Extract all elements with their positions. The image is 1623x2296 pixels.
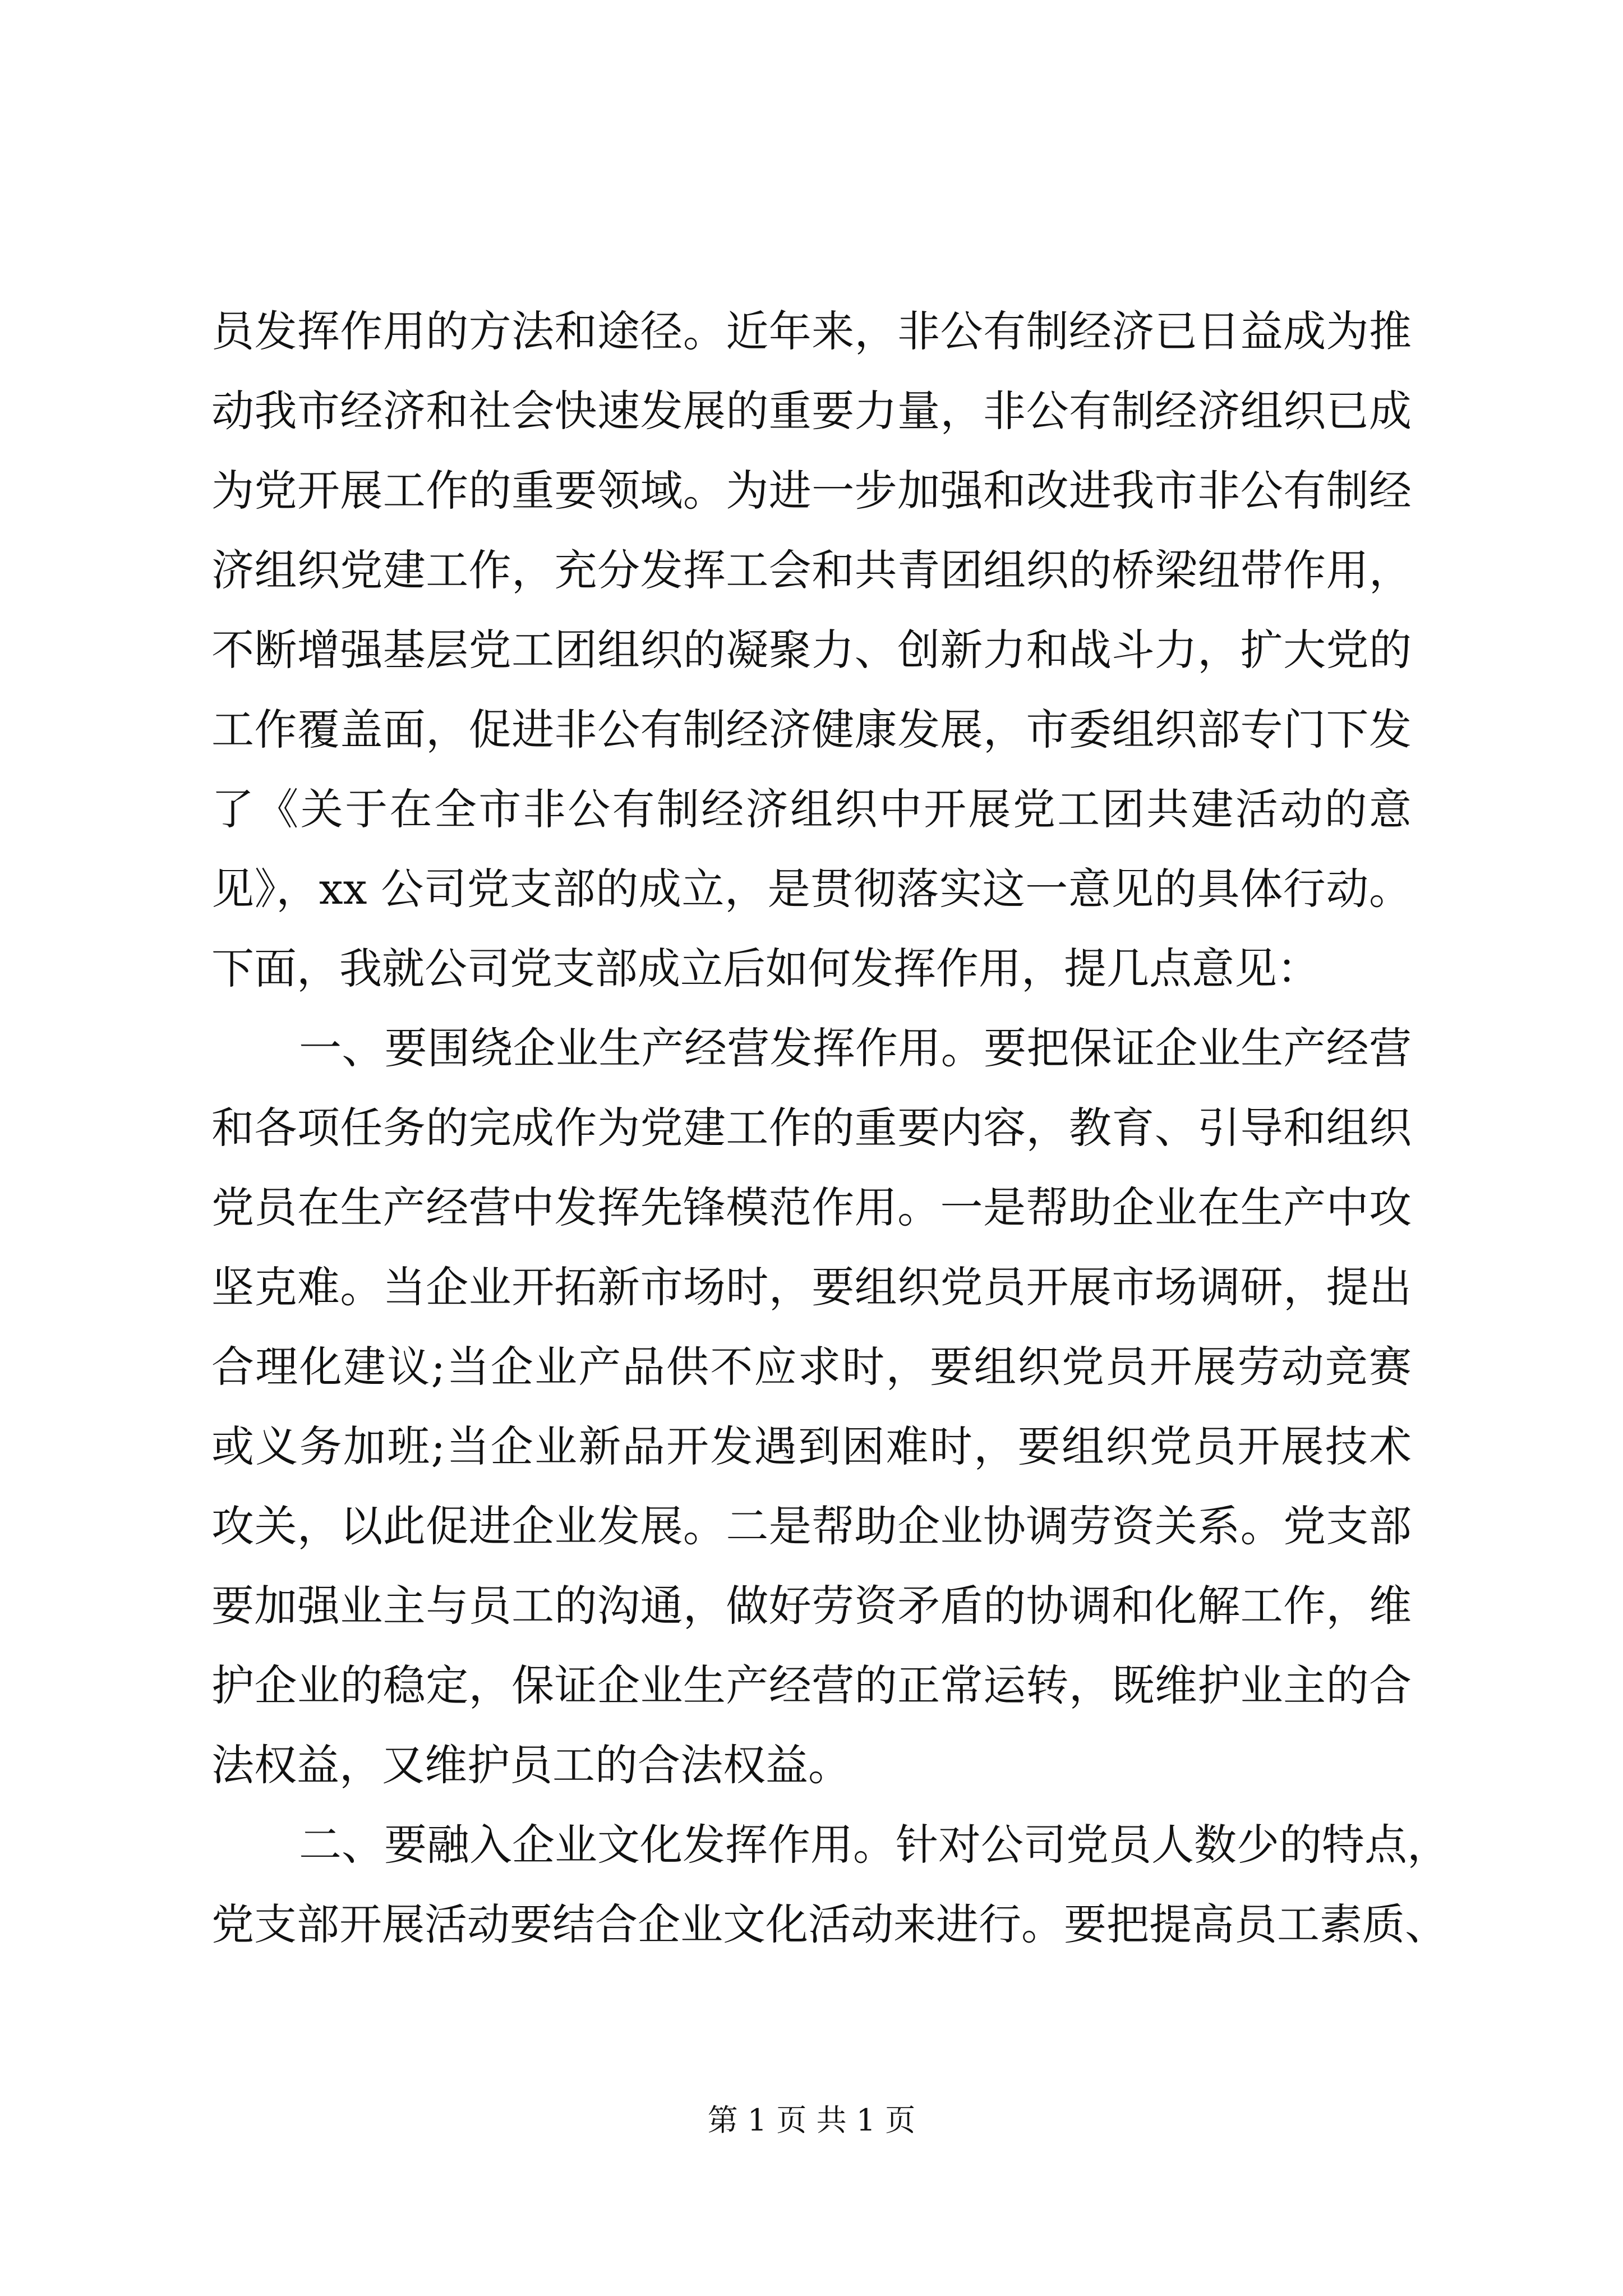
text-line: 为党开展工作的重要领域。为进一步加强和改进我市非公有制经 [211, 466, 1412, 516]
text-line: 不断增强基层党工团组织的凝聚力、创新力和战斗力，扩大党的 [211, 625, 1412, 675]
text-line: 合理化建议;当企业产品供不应求时，要组织党员开展劳动竞赛 [211, 1342, 1412, 1392]
text-line: 或义务加班;当企业新品开发遇到困难时，要组织党员开展技术 [211, 1421, 1412, 1471]
body-text [211, 292, 1450, 1964]
text-line: 法权益，又维护员工的合法权益。 [211, 1740, 851, 1790]
text-line: 见》，xx 公司党支部的成立，是贯彻落实这一意见的具体行动。 [211, 864, 1412, 914]
text-line: 坚克难。当企业开拓新市场时，要组织党员开展市场调研，提出 [211, 1262, 1412, 1312]
text-line: 下面，我就公司党支部成立后如何发挥作用，提几点意见： [211, 944, 1320, 993]
page-footer: 第 1 页 共 1 页 [707, 2102, 916, 2138]
paragraph-first-line: 一、要围绕企业生产经营发挥作用。要把保证企业生产经营 [299, 1023, 1412, 1073]
text-line: 护企业的稳定，保证企业生产经营的正常运转，既维护业主的合 [211, 1660, 1412, 1710]
text-line: 济组织党建工作，充分发挥工会和共青团组织的桥梁纽带作用， [211, 545, 1412, 595]
text-line: 员发挥作用的方法和途径。近年来，非公有制经济已日益成为推 [211, 306, 1412, 356]
text-line: 攻关，以此促进企业发展。二是帮助企业协调劳资关系。党支部 [211, 1501, 1412, 1551]
text-line: 要加强业主与员工的沟通，做好劳资矛盾的协调和化解工作，维 [211, 1581, 1412, 1631]
paragraph-first-line: 二、要融入企业文化发挥作用。针对公司党员人数少的特点， [299, 1820, 1450, 1870]
text-line: 工作覆盖面，促进非公有制经济健康发展，市委组织部专门下发 [211, 705, 1412, 754]
text-line: 党支部开展活动要结合企业文化活动来进行。要把提高员工素质、 [211, 1899, 1447, 1949]
text-line: 党员在生产经营中发挥先锋模范作用。一是帮助企业在生产中攻 [211, 1182, 1412, 1232]
text-line: 了《关于在全市非公有制经济组织中开展党工团共建活动的意 [211, 784, 1412, 834]
text-line: 和各项任务的完成作为党建工作的重要内容，教育、引导和组织 [211, 1103, 1412, 1153]
text-line: 动我市经济和社会快速发展的重要力量，非公有制经济组织已成 [211, 386, 1412, 436]
